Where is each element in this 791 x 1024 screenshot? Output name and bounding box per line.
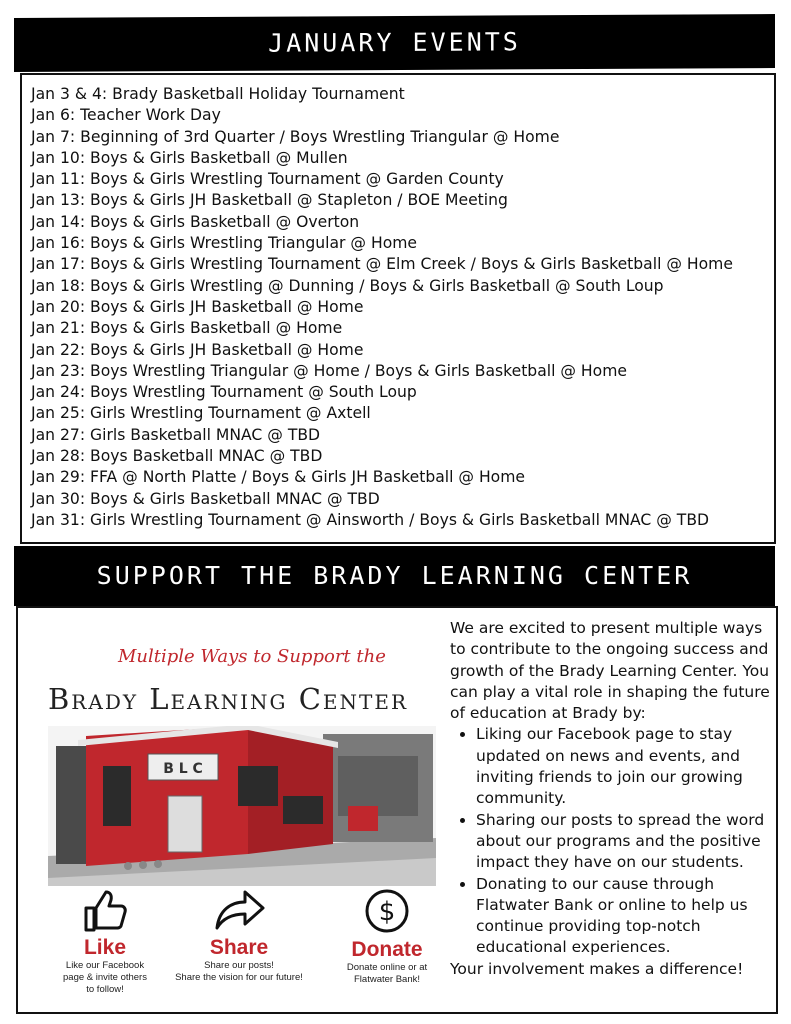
way-donate [324, 888, 450, 986]
support-title: SUPPORT THE BRADY LEARNING CENTER [96, 561, 693, 590]
event-item: Jan 16: Boys & Girls Wrestling Triangular @ Home [31, 234, 418, 253]
donate-desc: Flatwater Bank! [354, 974, 420, 985]
support-bullet: • Liking our Facebook page to stay updated on news and events, and inviting friends to join our growing community. [476, 724, 772, 809]
share-arrow-icon [211, 888, 267, 932]
support-box [16, 606, 778, 1014]
bollard [154, 860, 162, 868]
like-desc: page & invite others [63, 972, 147, 983]
left-wing [56, 746, 86, 864]
like-label: Like [83, 936, 127, 959]
way-share [171, 888, 307, 984]
event-item: Jan 13: Boys & Girls JH Basketball @ Stapleton / BOE Meeting [31, 191, 508, 210]
event-item: Jan 31: Girls Wrestling Tournament @ Ainsworth / Boys & Girls Basketball MNAC @ TBD [31, 510, 710, 529]
bollard [124, 862, 132, 870]
svg-text:$: $ [378, 897, 396, 927]
event-item: Jan 25: Girls Wrestling Tournament @ Axtell [31, 404, 371, 423]
event-item: Jan 17: Boys & Girls Wrestling Tournament @ Elm Creek / Boys & Girls Basketball @ Home [31, 255, 733, 274]
january-events-banner [14, 14, 775, 72]
way-like [40, 888, 170, 996]
event-item: Jan 30: Boys & Girls Basketball MNAC @ TBD [31, 489, 380, 508]
event-item: Jan 6: Teacher Work Day [31, 106, 221, 125]
support-bullets [450, 724, 772, 958]
event-item: Jan 27: Girls Basketball MNAC @ TBD [31, 425, 321, 444]
support-banner [14, 546, 775, 606]
january-events-title: JANUARY EVENTS [268, 27, 521, 58]
event-item: Jan 29: FFA @ North Platte / Boys & Girls JH Basketball @ Home [31, 468, 526, 487]
dollar-icon [364, 888, 410, 934]
flyer-script-heading: Multiple Ways to Support the [118, 646, 386, 667]
event-item: Jan 22: Boys & Girls JH Basketball @ Home [31, 340, 364, 359]
event-item: Jan 20: Boys & Girls JH Basketball @ Home [31, 297, 364, 316]
support-bullet: • Sharing our posts to spread the word about our programs and the positive impact they have on our students. [476, 810, 772, 874]
window-side [283, 796, 323, 824]
center-name-text: Brady Learning Center [48, 682, 409, 716]
event-item: Jan 28: Boys Basketball MNAC @ TBD [31, 447, 323, 466]
share-label: Share [209, 936, 269, 959]
like-desc: to follow! [86, 984, 124, 995]
bollard [139, 861, 147, 869]
support-bullet: • Donating to our cause through Flatwater Bank or online to help us continue providing top-notch educational experiences. [476, 874, 772, 959]
entrance-doors [168, 796, 202, 852]
share-desc: Share the vision for our future! [175, 972, 303, 983]
events-list [22, 75, 774, 531]
event-item: Jan 24: Boys Wrestling Tournament @ South Loup [31, 383, 417, 402]
event-item: Jan 7: Beginning of 3rd Quarter / Boys Wrestling Triangular @ Home [31, 127, 560, 146]
event-item: Jan 21: Boys & Girls Basketball @ Home [31, 319, 343, 338]
event-item: Jan 18: Boys & Girls Wrestling @ Dunning / Boys & Girls Basketball @ South Loup [31, 276, 664, 295]
event-item: Jan 3 & 4: Brady Basketball Holiday Tournament [31, 85, 405, 103]
window-right [238, 766, 278, 806]
event-item: Jan 11: Boys & Girls Wrestling Tournament @ Garden County [31, 170, 504, 189]
support-intro: We are excited to present multiple ways to contribute to the ongoing success and growth of the Brady Learning Center. You can play a vital role in shaping the future of education at Brady by: [450, 619, 770, 723]
january-events-box [20, 73, 776, 544]
support-closing: Your involvement makes a difference! [450, 959, 744, 978]
annex-red-panel [348, 806, 378, 831]
donate-label: Donate [351, 938, 423, 961]
support-text [450, 618, 772, 980]
building-letters: B L C [163, 761, 203, 777]
event-item: Jan 10: Boys & Girls Basketball @ Mullen [31, 148, 348, 167]
like-desc: Like our Facebook [65, 960, 145, 971]
share-desc: Share our posts! [204, 960, 274, 971]
event-item: Jan 14: Boys & Girls Basketball @ Overton [31, 212, 360, 231]
building-illustration [48, 726, 436, 886]
event-item: Jan 23: Boys Wrestling Triangular @ Home / Boys & Girls Basketball @ Home [31, 361, 627, 380]
thumbs-up-icon [82, 888, 128, 932]
window-left [103, 766, 131, 826]
flyer-center-name [48, 682, 408, 716]
donate-desc: Donate online or at [346, 962, 428, 973]
